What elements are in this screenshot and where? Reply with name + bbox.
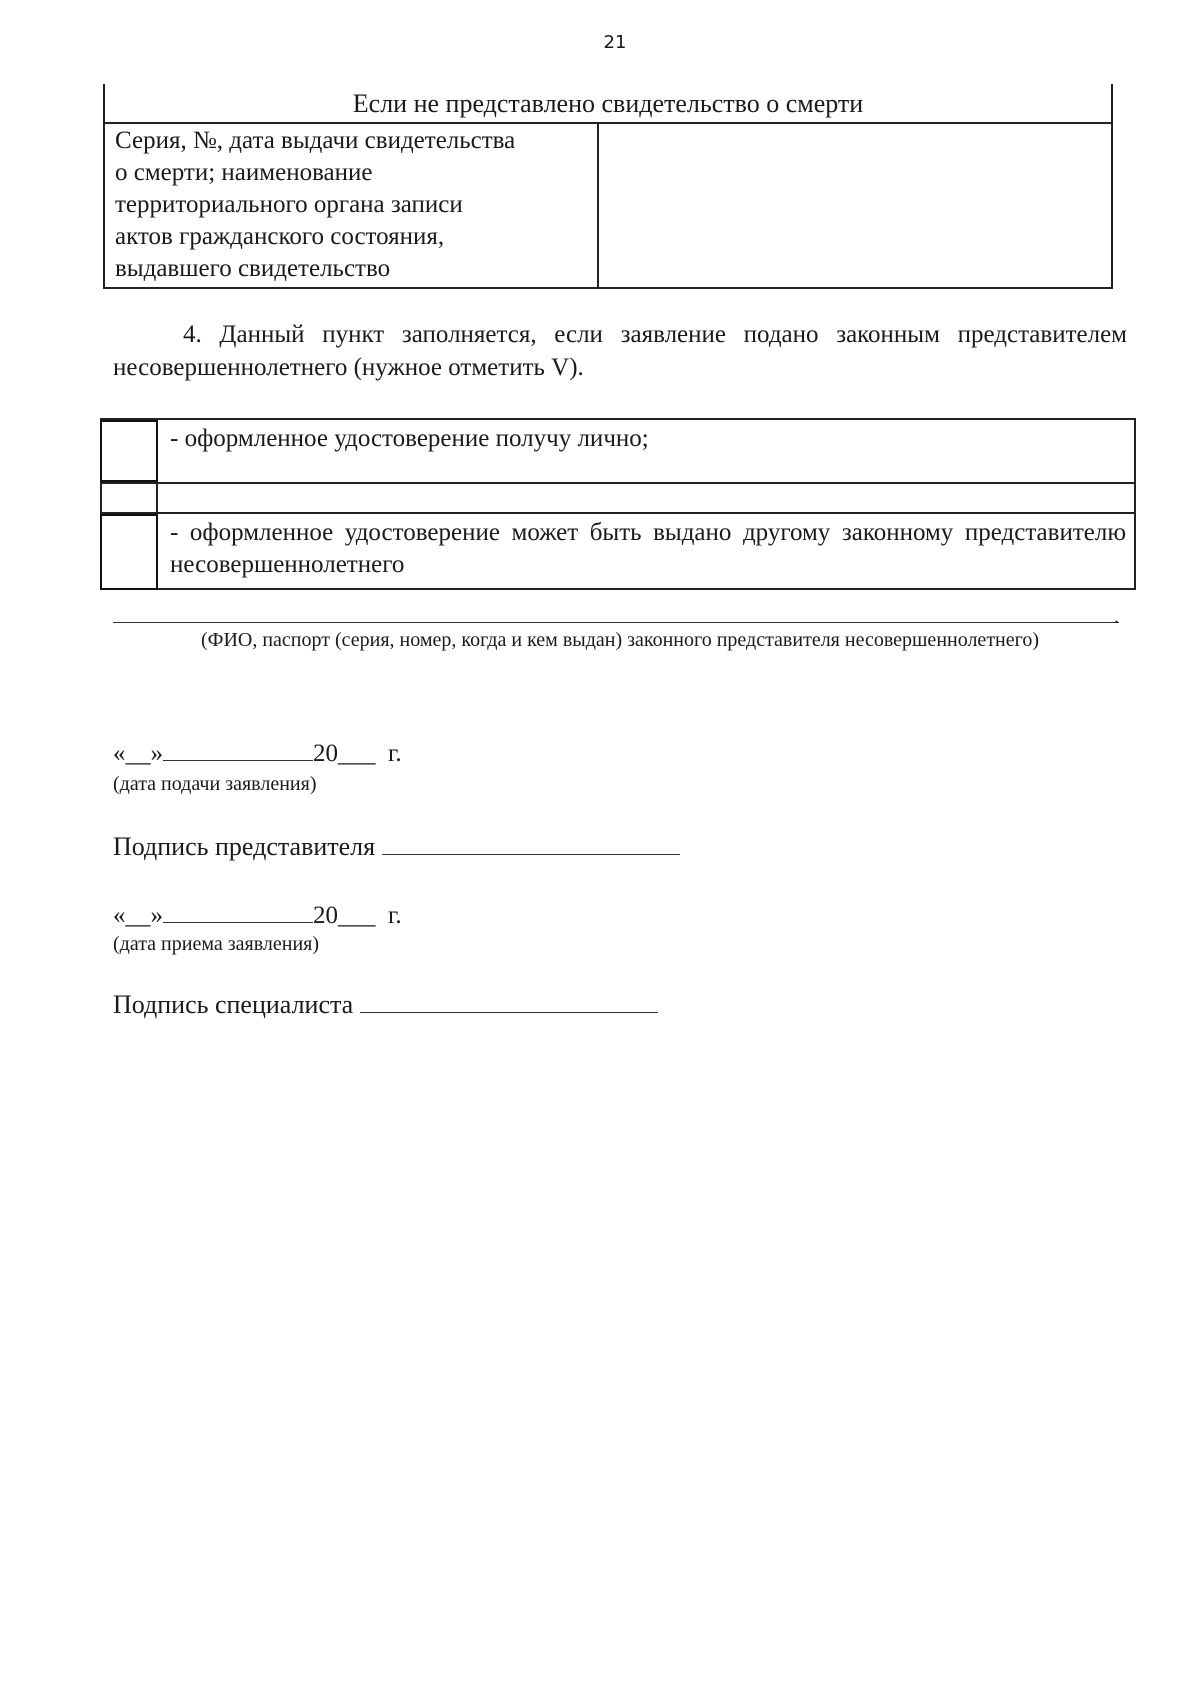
specialist-signature-line[interactable] (360, 990, 658, 1013)
month-field[interactable] (163, 738, 313, 761)
representative-signature-line[interactable] (382, 832, 680, 855)
label-line: Серия, №, дата выдачи свидетельства (115, 127, 516, 154)
option-row (102, 420, 1134, 484)
year-field[interactable]: 20___ (313, 902, 376, 929)
day-field[interactable]: «__» (113, 740, 163, 767)
submission-date-caption: (дата подачи заявления) (113, 773, 317, 795)
death-certificate-table (103, 84, 1113, 289)
option-row (102, 514, 1134, 590)
representative-signature-label: Подпись представителя (113, 832, 376, 861)
label-line: актов гражданского состояния, (115, 223, 445, 250)
year-suffix: г. (388, 902, 402, 929)
option-checkbox[interactable] (100, 514, 158, 590)
paragraph-4-text: 4. Данный пункт заполняется, если заявление подано законным представителем несовершеннолетнего (нужное отметить V). (113, 321, 1127, 381)
specialist-signature (113, 990, 658, 1020)
option-label: - оформленное удостоверение получу лично; (170, 425, 649, 452)
certificate-details-field[interactable] (599, 122, 1111, 287)
certificate-details-label (105, 122, 599, 287)
year-suffix: г. (388, 740, 402, 767)
table-header: Если не представлено свидетельство о смерти (105, 84, 1111, 124)
label-line: выдавшего свидетельство (115, 255, 391, 282)
label-line: о смерти; наименование (115, 159, 373, 186)
option-label: - оформленное удостоверение может быть выдано другому законному представителю несовершеннолетнего (170, 519, 1126, 578)
paragraph-4 (113, 318, 1127, 384)
representative-signature (113, 832, 680, 862)
fio-input-line[interactable] (113, 622, 1119, 623)
page-number: 21 (603, 32, 627, 53)
option-checkbox[interactable] (100, 420, 158, 482)
acceptance-date (113, 900, 402, 931)
empty-row (102, 484, 1134, 514)
fio-caption: (ФИО, паспорт (серия, номер, когда и кем выдан) законного представителя несовершеннолетнего) (201, 629, 1039, 651)
submission-date (113, 738, 402, 769)
fio-line-end: . (1114, 606, 1119, 628)
day-field[interactable]: «__» (113, 902, 163, 929)
specialist-signature-label: Подпись специалиста (113, 990, 354, 1019)
year-field[interactable]: 20___ (313, 740, 376, 767)
month-field[interactable] (163, 900, 313, 923)
acceptance-date-caption: (дата приема заявления) (113, 933, 320, 955)
empty-cell (102, 484, 158, 512)
options-table (100, 418, 1136, 590)
label-line: территориального органа записи (115, 191, 463, 218)
